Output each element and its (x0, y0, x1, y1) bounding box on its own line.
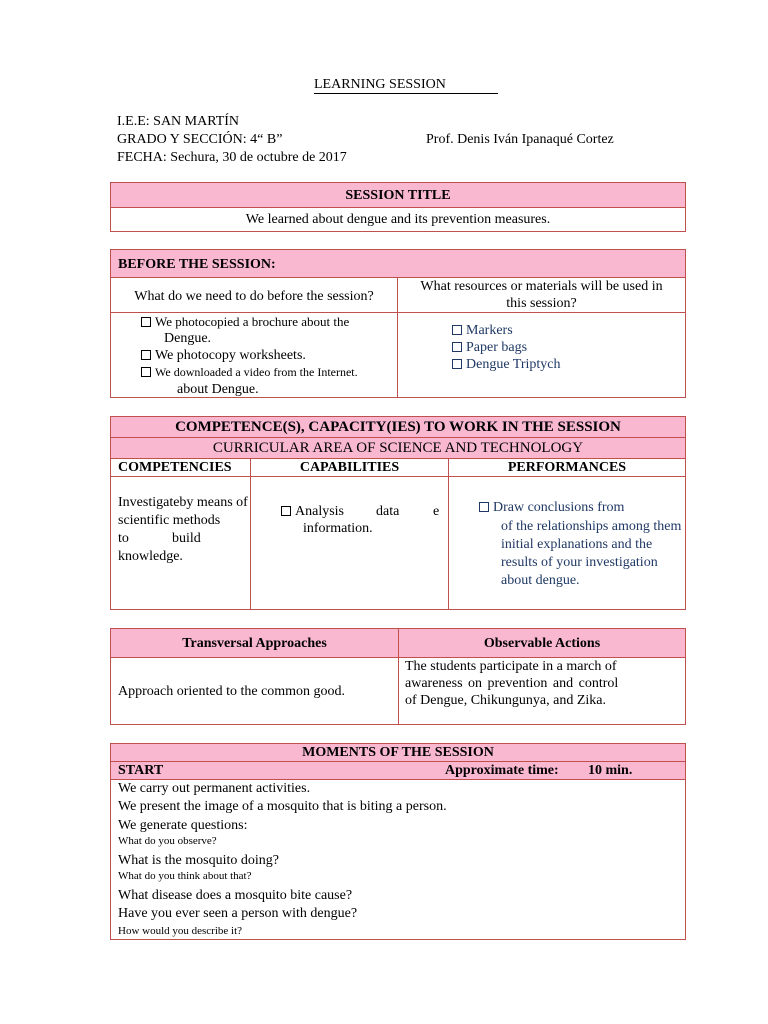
competence-table (110, 416, 686, 610)
before-col-needs-heading: What do we need to do before the session? (134, 289, 374, 304)
performance-text: about dengue. (501, 573, 580, 588)
material-item: Markers (452, 322, 513, 339)
moment-line-question: How would you describe it? (118, 925, 243, 937)
action-text: awareness on prevention and control (405, 676, 619, 691)
start-label: START (118, 763, 164, 778)
moment-line: We present the image of a mosquito that is biting a person. (118, 799, 447, 814)
material-item: Dengue Triptych (452, 356, 561, 373)
checkbox-icon (141, 367, 151, 377)
capability-text: information. (303, 521, 373, 536)
grade-section: GRADO Y SECCIÓN: 4“ B” (117, 132, 283, 147)
action-text: The students participate in a march of (405, 659, 617, 674)
page-title: LEARNING SESSION (314, 76, 498, 94)
session-title-table (110, 182, 686, 232)
time-label: Approximate time: (445, 763, 559, 778)
moment-line-question: What do you observe? (118, 835, 217, 847)
checkbox-icon (141, 317, 151, 327)
transversal-table (110, 628, 686, 725)
transversal-heading: Transversal Approaches (182, 636, 327, 651)
teacher-name: Prof. Denis Iván Ipanaqué Cortez (426, 132, 614, 147)
checkbox-icon (479, 502, 489, 512)
checkbox-icon (452, 342, 462, 352)
performance-text: of the relationships among them (501, 519, 682, 534)
col-capabilities: CAPABILITIES (299, 460, 400, 475)
moments-table (110, 743, 686, 940)
before-col-resources-heading-line1: What resources or materials will be used in (420, 279, 663, 294)
before-session-table (110, 249, 686, 398)
before-col-resources-heading-line2: this session? (506, 296, 577, 311)
task-item-cont: about Dengue. (177, 382, 259, 397)
task-item: We photocopied a brochure about the (141, 313, 349, 331)
task-item-cont: Dengue. (164, 331, 212, 346)
time-value: 10 min. (588, 763, 633, 778)
session-title-text: We learned about dengue and its prevention measures. (245, 212, 551, 227)
checkbox-icon (141, 350, 151, 360)
task-item: We downloaded a video from the Internet. (141, 364, 358, 381)
school-name: I.E.E: SAN MARTÍN (117, 114, 240, 129)
moment-line: What disease does a mosquito bite cause? (118, 888, 353, 903)
moment-line: Have you ever seen a person with dengue? (118, 906, 358, 921)
competency-text: to (118, 531, 129, 546)
before-session-heading: BEFORE THE SESSION: (118, 257, 276, 272)
curricular-area: CURRICULAR AREA OF SCIENCE AND TECHNOLOGY (212, 440, 584, 456)
col-competencies: COMPETENCIES (118, 460, 232, 475)
competency-text: build (172, 531, 201, 546)
capability-text: e (433, 504, 440, 519)
performance-text: initial explanations and the (501, 537, 653, 552)
action-text: of Dengue, Chikungunya, and Zika. (405, 693, 607, 708)
moment-line-question: What do you think about that? (118, 870, 252, 882)
competency-text: Investigateby means of (118, 495, 248, 510)
session-title-heading: SESSION TITLE (345, 188, 451, 203)
checkbox-icon (281, 506, 291, 516)
capability-text: data (376, 504, 400, 519)
col-performances: PERFORMANCES (507, 460, 627, 475)
moment-line: We carry out permanent activities. (118, 781, 311, 796)
competency-text: scientific methods (118, 513, 221, 528)
capability-item: Analysis (281, 503, 344, 520)
competency-text: knowledge. (118, 549, 183, 564)
observable-actions-heading: Observable Actions (483, 636, 601, 651)
task-item: We photocopy worksheets. (141, 347, 306, 364)
moment-line: What is the mosquito doing? (118, 853, 279, 868)
moments-heading: MOMENTS OF THE SESSION (302, 745, 494, 760)
performance-text: results of your investigation (501, 555, 658, 570)
approach-text: Approach oriented to the common good. (118, 684, 346, 699)
performance-item: Draw conclusions from (479, 499, 624, 516)
session-date: FECHA: Sechura, 30 de octubre de 2017 (117, 150, 347, 165)
material-item: Paper bags (452, 339, 527, 356)
competence-heading: COMPETENCE(S), CAPACITY(IES) TO WORK IN THE SESSION (175, 419, 621, 435)
checkbox-icon (452, 359, 462, 369)
checkbox-icon (452, 325, 462, 335)
moment-line: We generate questions: (118, 818, 248, 833)
